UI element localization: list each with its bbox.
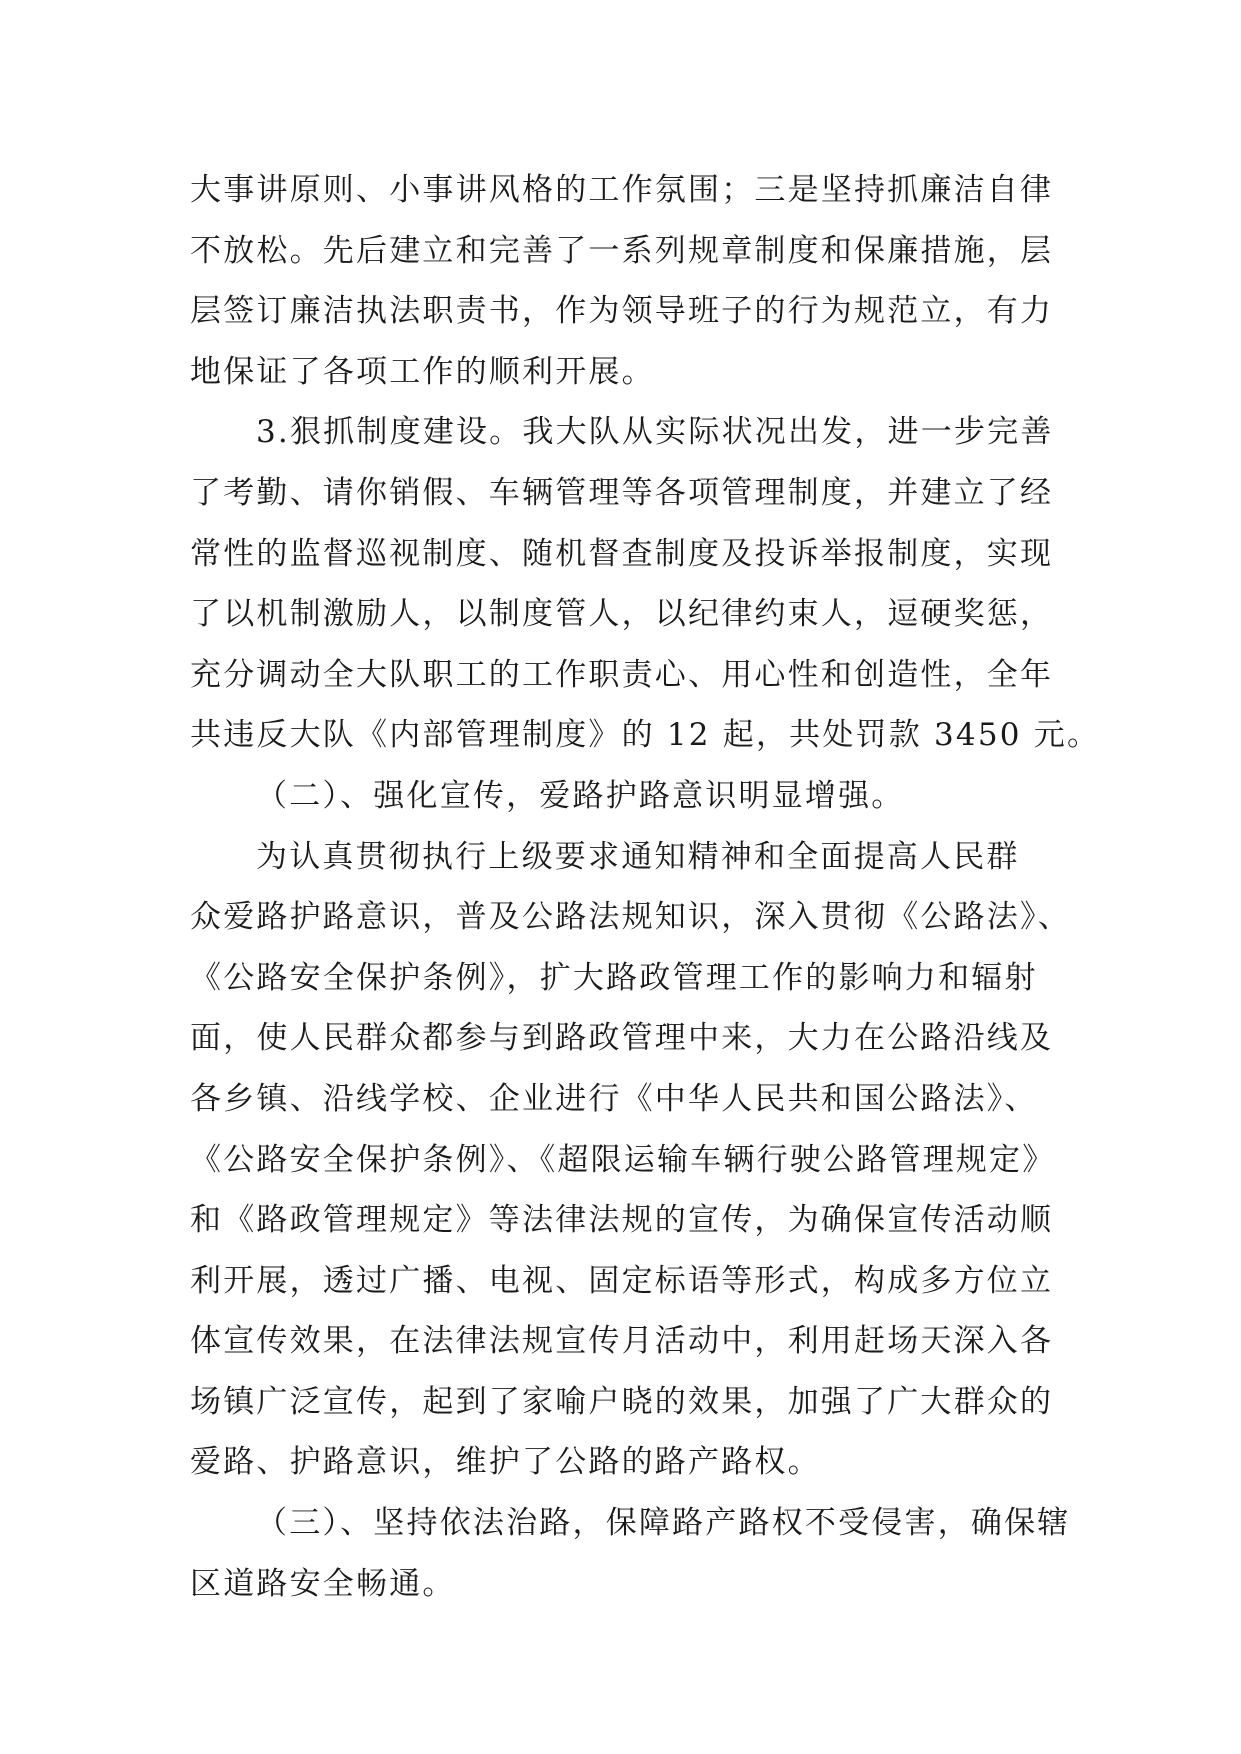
text-line: 和《路政管理规定》等法律法规的宣传，为确保宣传活动顺 — [190, 1202, 1054, 1239]
text-line: 面，使人民群众都参与到路政管理中来，大力在公路沿线及 — [190, 1020, 1054, 1057]
text-line: 充分调动全大队职工的工作职责心、用心性和创造性，全年 — [190, 656, 1054, 693]
text-line: 区道路安全畅通。 — [190, 1565, 456, 1602]
text-line: 了以机制激励人，以制度管人，以纪律约束人，逗硬奖惩， — [190, 596, 1054, 633]
section-heading: （三）、坚持依法治路，保障路产路权不受侵害，确保辖 — [256, 1505, 1071, 1542]
text-line: 场镇广泛宣传，起到了家喻户晓的效果，加强了广大群众的 — [190, 1383, 1054, 1420]
text-line: 利开展，透过广播、电视、固定标语等形式，构成多方位立 — [190, 1262, 1054, 1299]
text-line: 共违反大队《内部管理制度》的 12 起，共处罚款 3450 元。 — [190, 717, 1101, 754]
text-line: 各乡镇、沿线学校、企业进行《中华人民共和国公路法》、 — [190, 1080, 1038, 1117]
text-line: 爱路、护路意识，维护了公路的路产路权。 — [190, 1444, 821, 1481]
text-line: 为认真贯彻执行上级要求通知精神和全面提高人民群 — [256, 838, 1020, 875]
text-line: 常性的监督巡视制度、随机督查制度及投诉举报制度，实现 — [190, 535, 1054, 572]
text-line: 《公路安全保护条例》、《超限运输车辆行驶公路管理规定》 — [190, 1141, 1056, 1178]
text-line: 层签订廉洁执法职责书，作为领导班子的行为规范立，有力 — [190, 293, 1054, 330]
text-line: 《公路安全保护条例》，扩大路政管理工作的影响力和辐射 — [190, 959, 1038, 996]
section-heading: （二）、强化宣传，爱路护路意识明显增强。 — [256, 777, 905, 814]
text-line: 了考勤、请你销假、车辆管理等各项管理制度，并建立了经 — [190, 474, 1054, 511]
text-line: 众爱路护路意识，普及公路法规知识，深入贯彻《公路法》、 — [190, 899, 1071, 936]
text-line: 体宣传效果，在法律法规宣传月活动中，利用赶场天深入各 — [190, 1323, 1054, 1360]
document-body — [190, 160, 1101, 1614]
text-line: 3.狠抓制度建设。我大队从实际状况出发，进一步完善 — [256, 414, 1054, 451]
text-line: 大事讲原则、小事讲风格的工作氛围；三是坚持抓廉洁自律 — [190, 172, 1054, 208]
text-line: 不放松。先后建立和完善了一系列规章制度和保廉措施，层 — [190, 232, 1054, 269]
text-line: 地保证了各项工作的顺利开展。 — [190, 353, 655, 390]
